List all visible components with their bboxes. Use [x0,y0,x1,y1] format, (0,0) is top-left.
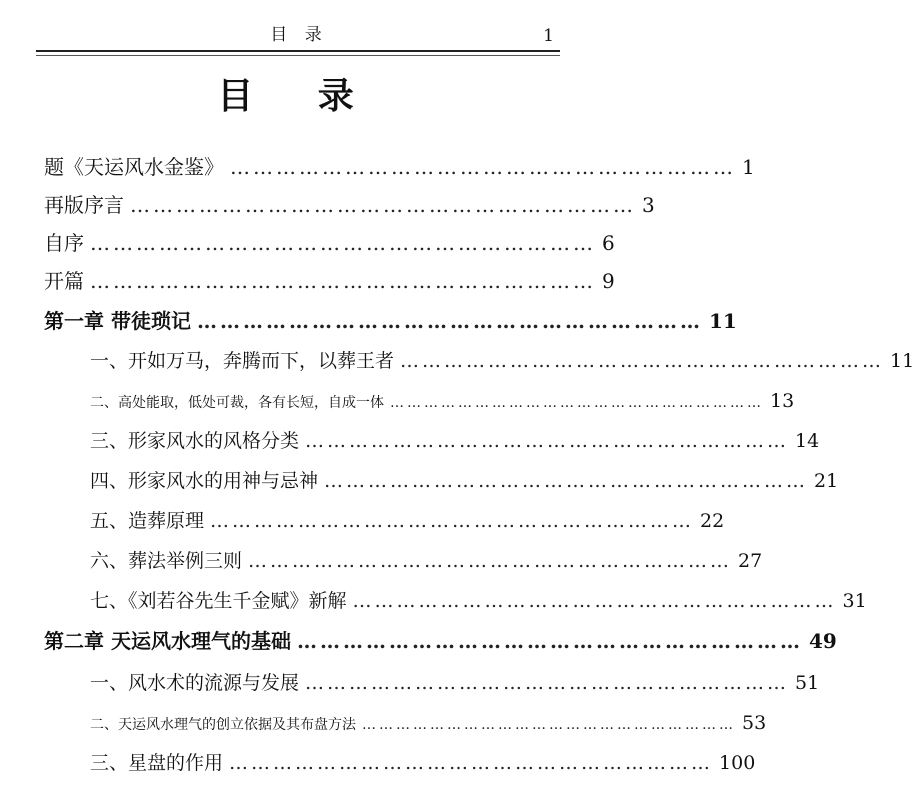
toc-section-entry[interactable] [90,704,767,742]
toc-entry-page: 21 [814,470,839,492]
toc-section-entry[interactable] [90,744,756,782]
toc-section-entry[interactable] [90,582,867,620]
toc-dot-leader: ………………………………………………………… [210,510,695,532]
toc-dot-leader: ………………………………………………………… [400,350,885,372]
toc-section-entry[interactable] [90,542,763,580]
toc-entry[interactable] [44,148,755,186]
toc-dot-leader: ………………………………………………………… [296,629,803,653]
toc-entry-page: 1 [742,155,755,179]
toc-dot-leader: ………………………………………………………… [248,550,733,572]
toc-section-entry[interactable] [90,382,795,420]
toc-entry-label: 第二章 天运风水理气的基础 [44,629,291,653]
toc-entry-label: 六、葬法举例三则 [90,550,243,572]
toc-entry-page: 22 [700,510,725,532]
toc-dot-leader: ………………………………………………………… [305,430,790,452]
toc-section-entry[interactable] [90,342,914,380]
toc-section-entry[interactable] [90,422,820,460]
toc-entry-label: 题《天运风水金鉴》 [44,155,224,179]
toc-entry-page: 6 [602,231,615,255]
toc-entry-page: 14 [795,430,820,452]
toc-dot-leader: ………………………………………………………… [196,309,703,333]
toc-entry-page: 3 [642,193,655,217]
toc-entry-label: 一、风水术的流源与发展 [90,672,300,694]
toc-entry-page: 13 [770,390,795,412]
toc-dot-leader: ………………………………………………………… [305,672,790,694]
toc-dot-leader: ………………………………………………………… [90,269,596,293]
toc-section-entry[interactable] [90,462,839,500]
toc-entry[interactable] [44,224,615,262]
toc-dot-leader: ………………………………………………………… [324,470,809,492]
toc-section-entry[interactable] [90,664,820,702]
toc-entry-label: 四、形家风水的用神与忌神 [90,470,319,492]
running-head [40,18,558,48]
toc-entry-page: 49 [808,629,837,653]
toc-entry-label: 第一章 带徒琐记 [44,309,191,333]
toc-section-entry[interactable] [90,502,725,540]
toc-dot-leader: ………………………………………………………… [230,155,736,179]
running-head-page-number: 1 [543,26,554,46]
toc-entry-page: 31 [842,590,867,612]
toc-dot-leader: ………………………………………………………… [362,717,736,733]
toc-entry-page: 11 [708,309,737,333]
toc-entry-page: 11 [890,350,914,372]
toc-entry-label: 七、《刘若谷先生千金赋》新解 [90,590,347,612]
toc-entry-label: 自序 [44,231,84,255]
toc-entry-label: 三、星盘的作用 [90,752,224,774]
header-rule [36,50,560,52]
toc-entry-label: 一、开如万马，奔腾而下，以葬王者 [90,350,395,372]
toc-entry-page: 9 [602,269,615,293]
page-title: 目 录 [217,75,380,117]
toc-entry[interactable] [44,186,655,224]
toc-dot-leader: ………………………………………………………… [130,193,636,217]
header-rule-thin [36,55,560,56]
toc-entry-label: 再版序言 [44,193,124,217]
toc-entry[interactable] [44,262,615,300]
toc-entry-page: 100 [719,752,756,774]
toc-dot-leader: ………………………………………………………… [352,590,837,612]
toc-entry-page: 27 [738,550,763,572]
toc-dot-leader: ………………………………………………………… [390,395,764,411]
toc-entry-page: 53 [742,712,767,734]
toc-entry-label: 二、高处能取，低处可裁，各有长短，自成一体 [90,395,384,411]
toc-dot-leader: ………………………………………………………… [90,231,596,255]
toc-chapter-entry[interactable] [44,302,737,340]
toc-dot-leader: ………………………………………………………… [229,752,714,774]
toc-chapter-entry[interactable] [44,622,837,660]
toc-entry-label: 五、造葬原理 [90,510,205,532]
toc-entry-label: 三、形家风水的风格分类 [90,430,300,452]
toc-entry-page: 51 [795,672,820,694]
toc-entry-label: 二、天运风水理气的创立依据及其布盘方法 [90,717,356,733]
toc-entry-label: 开篇 [44,269,84,293]
running-head-title: 目 录 [270,25,328,45]
